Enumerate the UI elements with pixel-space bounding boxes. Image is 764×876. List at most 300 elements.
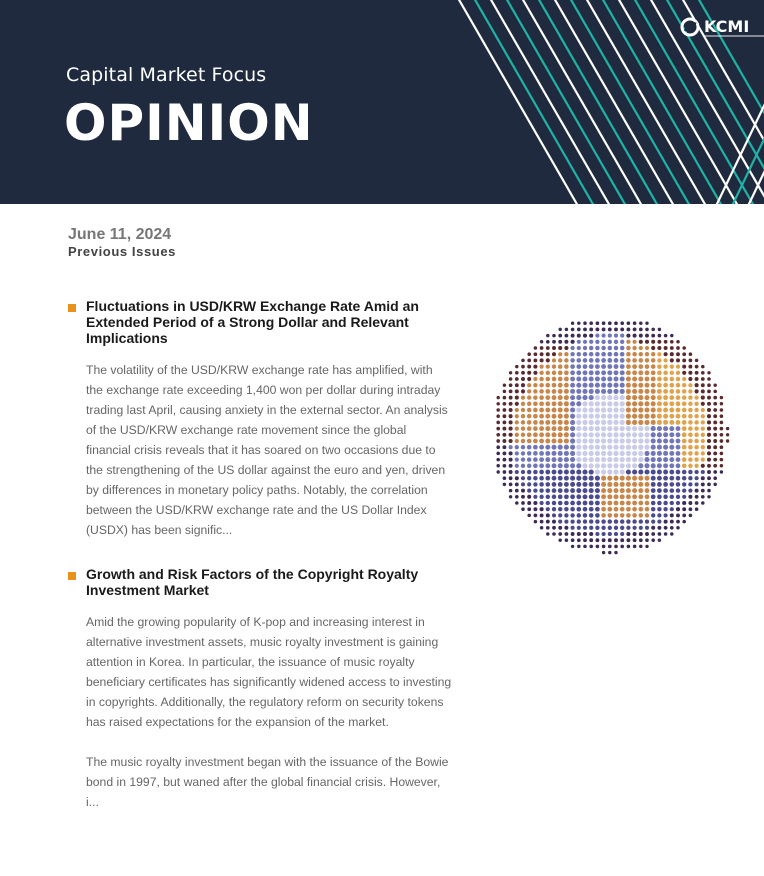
globe-dot (626, 469, 631, 474)
globe-dot (497, 470, 500, 473)
kcmi-logo[interactable] (680, 17, 749, 37)
globe-dot (540, 358, 544, 362)
globe-dot (602, 545, 606, 549)
globe-dot (663, 420, 668, 425)
globe-dot (558, 520, 562, 524)
globe-dot (707, 458, 711, 462)
globe-dot (651, 488, 656, 493)
globe-dot (577, 545, 580, 548)
globe-dot (639, 526, 643, 530)
globe-dot (726, 439, 729, 442)
globe-dot (620, 438, 625, 443)
globe-dot (582, 389, 587, 394)
globe-dot (651, 377, 656, 382)
globe-dot (546, 346, 550, 350)
globe-dot (533, 488, 537, 492)
globe-dot (682, 501, 686, 505)
globe-dot (608, 346, 612, 350)
globe-dot (682, 377, 686, 381)
globe-dot (558, 358, 562, 362)
globe-dot (552, 408, 557, 413)
globe-dot (601, 395, 606, 400)
globe-dot (571, 322, 574, 325)
globe-dot (645, 334, 649, 338)
globe-dot (595, 389, 600, 394)
globe-dot (589, 377, 594, 382)
globe-dot (552, 420, 557, 425)
globe-dot (682, 352, 686, 356)
globe-dot (577, 346, 581, 350)
globe-dot (552, 364, 556, 368)
globe-dot (682, 371, 686, 375)
globe-dot (595, 352, 600, 357)
globe-dot (582, 457, 587, 462)
globe-dot (726, 433, 729, 436)
globe-dot (626, 358, 631, 363)
globe-dot (638, 426, 643, 431)
globe-dot (608, 321, 612, 325)
series-kicker: Capital Market Focus (66, 64, 267, 86)
globe-dot (608, 519, 612, 523)
globe-dot (676, 470, 681, 475)
globe-dot (707, 390, 711, 394)
globe-dot (601, 476, 606, 481)
globe-dot (539, 470, 544, 475)
globe-dot (607, 407, 612, 412)
globe-dot (509, 433, 513, 437)
globe-dot (601, 482, 606, 487)
globe-dot (670, 364, 674, 368)
globe-dot (589, 482, 594, 487)
globe-dot (663, 470, 668, 475)
globe-dot (626, 401, 631, 406)
globe-dot (565, 538, 569, 542)
globe-dot (533, 389, 537, 393)
globe-dot (620, 401, 625, 406)
globe-dot (632, 513, 637, 518)
globe-dot (607, 451, 612, 456)
globe-dot (552, 383, 557, 388)
globe-dot (589, 432, 594, 437)
globe-dot (620, 340, 624, 344)
globe-dot (670, 346, 674, 350)
globe-dot (651, 513, 655, 517)
globe-dot (527, 451, 532, 456)
globe-dot (540, 340, 543, 343)
globe-dot (546, 526, 550, 530)
globe-dot (595, 438, 600, 443)
globe-dot (694, 464, 698, 468)
globe-dot (676, 451, 681, 456)
article-bullet-icon (68, 304, 76, 312)
globe-dot (670, 495, 674, 499)
globe-dot (589, 488, 594, 493)
globe-dot (669, 451, 674, 456)
globe-dot (521, 414, 525, 418)
globe-dot (533, 445, 538, 450)
globe-dot (589, 414, 594, 419)
globe-dot (564, 520, 568, 524)
globe-dot (602, 334, 606, 338)
globe-dot (509, 408, 513, 412)
globe-dot (552, 358, 556, 362)
globe-dot (509, 414, 513, 418)
globe-dot (645, 513, 649, 517)
globe-dot (657, 389, 662, 394)
globe-dot (527, 420, 532, 425)
article-summary (86, 360, 452, 540)
globe-dot (688, 402, 692, 406)
globe-dot (539, 482, 544, 487)
globe-dot (558, 352, 562, 356)
globe-dot (577, 532, 581, 536)
globe-dot (570, 420, 575, 425)
globe-dot (651, 520, 655, 524)
globe-dot (688, 377, 692, 381)
globe-dot (701, 495, 705, 499)
globe-dot (503, 396, 507, 400)
globe-dot (503, 458, 507, 462)
globe-dot (613, 432, 618, 437)
globe-dot (601, 513, 606, 518)
globe-dot (558, 457, 563, 462)
globe-dot (720, 458, 724, 462)
globe-dot (638, 370, 643, 375)
globe-dot (539, 476, 544, 481)
globe-dot (589, 507, 594, 512)
globe-dot (632, 346, 636, 350)
globe-dot (614, 551, 617, 554)
globe-dot (608, 545, 612, 549)
globe-dot (570, 513, 574, 517)
globe-dot (682, 488, 686, 492)
globe-dot (496, 452, 500, 456)
globe-dot (545, 408, 550, 413)
stripe-line (490, 0, 610, 204)
globe-dot (670, 526, 674, 530)
globe-dot (509, 377, 513, 381)
globe-dot (571, 538, 575, 542)
globe-dot (533, 501, 537, 505)
globe-dot (539, 401, 544, 406)
globe-dot (583, 334, 587, 338)
globe-dot (632, 426, 637, 431)
globe-dot (577, 519, 581, 523)
globe-dot (527, 432, 532, 437)
article-title[interactable]: Fluctuations in USD/KRW Exchange Rate Amid an Extended Period of a Strong Dollar and Relevant Implications (86, 298, 419, 346)
globe-dot (576, 395, 581, 400)
globe-dot (539, 463, 544, 468)
globe-dot (632, 507, 637, 512)
globe-dot (602, 321, 606, 325)
globe-dot (669, 470, 674, 475)
globe-dot (695, 501, 699, 505)
globe-dot (688, 501, 692, 505)
globe-dot (638, 383, 643, 388)
globe-dot (583, 346, 587, 350)
globe-dot (503, 476, 507, 480)
globe-dot (695, 507, 699, 511)
globe-dot (570, 482, 575, 487)
globe-dot (657, 451, 662, 456)
globe-dot (676, 439, 681, 444)
globe-dot (651, 340, 655, 344)
globe-dot (614, 346, 618, 350)
globe-dot (614, 501, 619, 506)
globe-dot (595, 383, 600, 388)
globe-dot (620, 346, 624, 350)
globe-dot (676, 526, 680, 530)
article-paragraph: The music royalty investment began with the issuance of the Bowie bond in 1997, but waned after the global financial crisis. However, i... (86, 755, 449, 809)
globe-dot (533, 457, 538, 462)
globe-dot (669, 463, 674, 468)
globe-dot (669, 457, 674, 462)
globe-dot (638, 364, 643, 369)
globe-dot (626, 364, 631, 369)
globe-dot (607, 420, 612, 425)
globe-dot (552, 495, 557, 500)
globe-dot (651, 538, 655, 542)
globe-dot (601, 494, 606, 499)
globe-dot (713, 445, 717, 449)
globe-dot (558, 476, 563, 481)
globe-dot (638, 457, 643, 462)
globe-dot (595, 334, 599, 338)
globe-dot (601, 526, 605, 530)
globe-dot (664, 352, 668, 356)
globe-dot (688, 414, 693, 419)
previous-issues-link[interactable]: Previous Issues (68, 244, 176, 259)
globe-dot (645, 482, 650, 487)
globe-dot (533, 439, 538, 444)
globe-dot (595, 538, 599, 542)
globe-dot (626, 420, 631, 425)
globe-dot (589, 395, 594, 400)
globe-dot (701, 433, 705, 437)
globe-dot (639, 321, 642, 324)
globe-dot (669, 439, 674, 444)
globe-dot (713, 402, 717, 406)
globe-dot (564, 482, 569, 487)
globe-dot (657, 482, 662, 487)
globe-dot (632, 401, 637, 406)
globe-dot (601, 414, 606, 419)
globe-dot (601, 469, 606, 474)
globe-dot (663, 507, 667, 511)
globe-dot (682, 420, 687, 425)
globe-dot (546, 340, 550, 344)
globe-dot (545, 463, 550, 468)
globe-dot (570, 358, 575, 363)
globe-dot (645, 545, 648, 548)
globe-dot (694, 439, 698, 443)
globe-dot (638, 507, 643, 512)
globe-dot (576, 358, 581, 363)
globe-dot (515, 389, 519, 393)
globe-dot (570, 507, 575, 512)
globe-dot (688, 395, 692, 399)
globe-dot (614, 538, 618, 542)
globe-dot (657, 420, 662, 425)
header-banner (0, 0, 764, 204)
globe-dot (658, 328, 661, 331)
globe-dot (558, 532, 562, 536)
globe-dot (533, 495, 537, 499)
globe-dot (576, 451, 581, 456)
globe-dot (645, 377, 650, 382)
globe-dot (583, 513, 588, 518)
globe-dot (583, 532, 587, 536)
globe-dot (570, 346, 574, 350)
globe-dot (682, 389, 687, 394)
globe-dot (521, 482, 525, 486)
globe-dot (589, 358, 594, 363)
globe-dot (545, 426, 550, 431)
globe-dot (558, 445, 563, 450)
globe-dot (564, 352, 568, 356)
globe-dot (707, 377, 711, 381)
globe-dot (515, 377, 519, 381)
globe-dot (570, 438, 575, 443)
globe-dot (626, 346, 630, 350)
globe-dot (583, 364, 588, 369)
globe-dot (670, 358, 674, 362)
article-title[interactable]: Growth and Risk Factors of the Copyright Royalty Investment Market (86, 566, 419, 598)
globe-dot (676, 420, 681, 425)
globe-dot (515, 464, 519, 468)
globe-dot (651, 463, 656, 468)
globe-dot (620, 445, 625, 450)
globe-dot (682, 426, 687, 431)
globe-dot (713, 420, 717, 424)
globe-dot (608, 327, 612, 331)
globe-dot (713, 483, 716, 486)
globe-dot (632, 451, 637, 456)
globe-dot (713, 458, 717, 462)
globe-dot (638, 389, 643, 394)
globe-dot (552, 488, 557, 493)
globe-dot (682, 514, 686, 518)
globe-dot (533, 420, 538, 425)
globe-dot (613, 469, 618, 474)
globe-dot (663, 501, 667, 505)
globe-dot (533, 408, 538, 413)
globe-dot (607, 445, 612, 450)
globe-dot (651, 476, 656, 481)
globe-dot (595, 432, 600, 437)
globe-dot (496, 458, 500, 462)
globe-dot (707, 408, 711, 412)
globe-dot (632, 445, 637, 450)
globe-dot (632, 476, 637, 481)
globe-dot (564, 526, 568, 530)
globe-dot (558, 526, 562, 530)
globe-dot (633, 328, 637, 332)
globe-dot (595, 526, 599, 530)
globe-dot (527, 495, 531, 499)
globe-dot (689, 352, 693, 356)
globe-dot (688, 432, 693, 437)
globe-dot (577, 352, 581, 356)
globe-dot (570, 463, 575, 468)
globe-dot (676, 501, 680, 505)
globe-dot (595, 426, 600, 431)
globe-dot (540, 501, 544, 505)
globe-dot (676, 463, 681, 468)
globe-dot (676, 365, 680, 369)
globe-dot (720, 452, 724, 456)
globe-dot (645, 507, 650, 512)
globe-dot (583, 507, 588, 512)
globe-dot (589, 321, 593, 325)
globe-dot (582, 482, 587, 487)
globe-dot (720, 427, 724, 431)
globe-dot (608, 538, 612, 542)
globe-dot (602, 327, 606, 331)
globe-dot (695, 359, 699, 363)
globe-dot (644, 469, 649, 474)
globe-dot (644, 438, 649, 443)
globe-dot (503, 470, 507, 474)
globe-dot (565, 334, 569, 338)
globe-dot (645, 501, 650, 506)
globe-dot (521, 371, 525, 375)
globe-dot (589, 352, 594, 357)
globe-dot (540, 513, 544, 517)
globe-dot (663, 426, 668, 431)
globe-dot (552, 414, 557, 419)
globe-dot (527, 377, 531, 381)
globe-dot (626, 513, 631, 518)
globe-dot (527, 514, 531, 518)
globe-dot (663, 377, 668, 382)
globe-dot (564, 470, 569, 475)
globe-dot (645, 358, 650, 363)
globe-dot (682, 383, 686, 387)
globe-dot (682, 445, 687, 450)
globe-dot (657, 352, 661, 356)
globe-dot (533, 426, 538, 431)
globe-dot (644, 401, 649, 406)
globe-dot (670, 501, 674, 505)
globe-dot (707, 371, 710, 374)
globe-dot (664, 520, 668, 524)
globe-dot (546, 334, 549, 337)
globe-dot (701, 439, 705, 443)
globe-dot (601, 432, 606, 437)
globe-dot (632, 463, 637, 468)
globe-dot (694, 426, 698, 430)
globe-dot (620, 519, 624, 523)
globe-dot (502, 427, 506, 431)
globe-dot (651, 507, 656, 512)
globe-dot (657, 513, 661, 517)
globe-dot (527, 482, 531, 486)
globe-dot (601, 445, 606, 450)
globe-dot (539, 432, 544, 437)
globe-dot (576, 432, 581, 437)
globe-dot (632, 494, 637, 499)
globe-dot (613, 389, 618, 394)
globe-dot (552, 340, 556, 344)
globe-dot (601, 426, 606, 431)
globe-dot (515, 383, 519, 387)
globe-dot (626, 340, 630, 344)
globe-dot (663, 482, 668, 487)
globe-dot (521, 395, 525, 399)
globe-dot (614, 494, 619, 499)
globe-dot (626, 519, 630, 523)
